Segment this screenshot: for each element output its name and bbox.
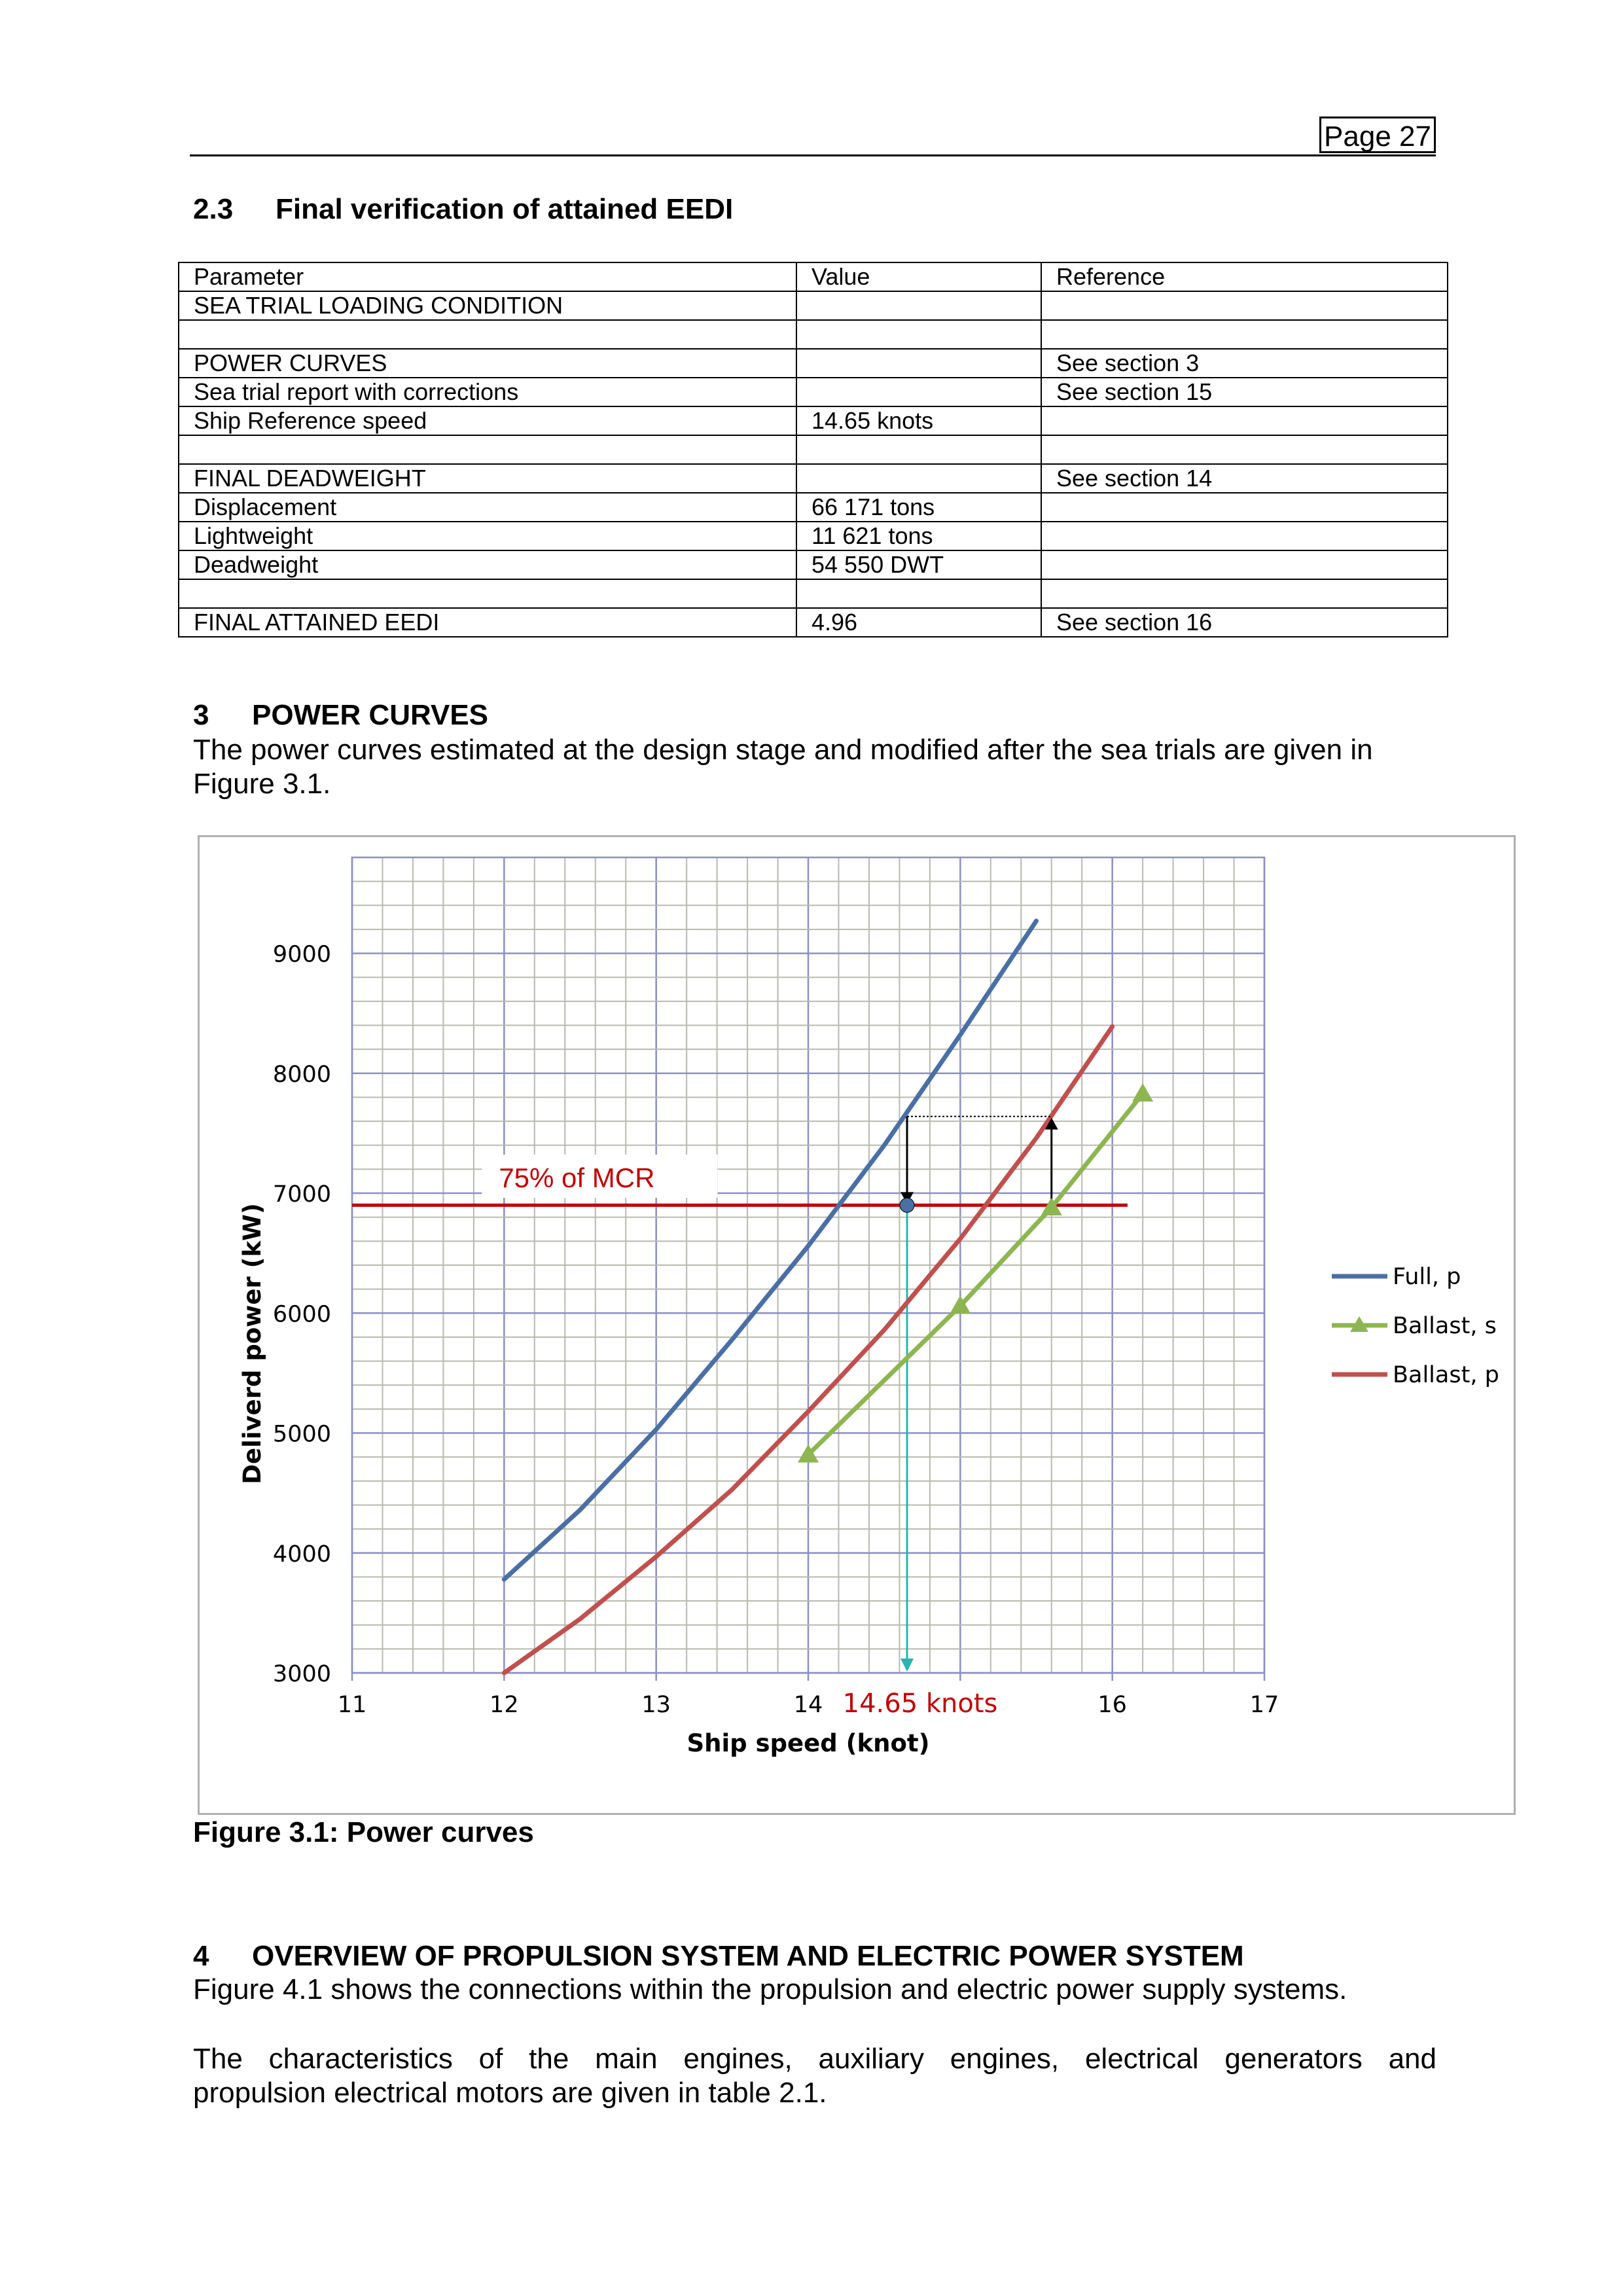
section-2-3-title: Final verification of attained EEDI [276, 193, 734, 225]
x-tick-label: 17 [1249, 1692, 1279, 1718]
legend-label: Full, p [1393, 1264, 1461, 1290]
x-tick-label: 14 [793, 1692, 823, 1718]
legend-label: Ballast, p [1393, 1362, 1499, 1388]
table-cell: Deadweight [179, 550, 796, 579]
table-cell: 66 171 tons [796, 493, 1041, 522]
table-cell: See section 3 [1041, 349, 1448, 378]
y-tick-label: 4000 [272, 1541, 331, 1568]
x-axis-title: Ship speed (knot) [687, 1729, 930, 1757]
y-tick-label: 8000 [272, 1061, 331, 1088]
table-cell: Sea trial report with corrections [179, 378, 796, 406]
series-point-ballast-s [1132, 1083, 1153, 1102]
table-header-cell: Parameter [179, 262, 796, 291]
table-header-cell: Reference [1041, 262, 1448, 291]
section-4-paragraph-1: Figure 4.1 shows the connections within the propulsion and electric power supply systems. [193, 1973, 1347, 2005]
section-4-number: 4 [193, 1940, 209, 1972]
section-4-heading [193, 1940, 1244, 1973]
table-cell: See section 16 [1041, 608, 1448, 637]
section-3-paragraph-line: Figure 3.1. [193, 768, 331, 800]
table-cell: 14.65 knots [796, 406, 1041, 435]
y-tick-label: 3000 [272, 1661, 331, 1687]
y-tick-label: 7000 [272, 1181, 331, 1208]
section-3-number: 3 [193, 699, 209, 731]
table-header-cell: Value [796, 262, 1041, 291]
chart-marks [352, 921, 1153, 1673]
table-cell: Ship Reference speed [179, 406, 796, 435]
table-cell: 54 550 DWT [796, 550, 1041, 579]
table-cell: See section 14 [1041, 464, 1448, 493]
section-3-title: POWER CURVES [252, 699, 489, 731]
table-cell: SEA TRIAL LOADING CONDITION [179, 291, 796, 320]
y-tick-label: 6000 [272, 1301, 331, 1328]
section-4-paragraph-2-line: The characteristics of the main engines, auxiliary engines, electrical generators and [193, 2043, 1436, 2075]
page-number: Page 27 [1324, 120, 1431, 152]
full-point-marker [900, 1198, 914, 1212]
table-cell: 4.96 [796, 608, 1041, 637]
y-tick-label: 5000 [272, 1421, 331, 1448]
table-cell: See section 15 [1041, 378, 1448, 406]
y-axis-title: Deliverd power (kW) [238, 1203, 266, 1484]
legend-label: Ballast, s [1393, 1313, 1497, 1339]
table-cell: POWER CURVES [179, 349, 796, 378]
reference-speed-label: 14.65 knots [842, 1689, 998, 1719]
chart-grid [352, 857, 1264, 1681]
table-cell: Lightweight [179, 522, 796, 550]
x-tick-label: 11 [337, 1692, 367, 1718]
table-cell: FINAL ATTAINED EEDI [179, 608, 796, 637]
mcr-label: 75% of MCR [499, 1162, 655, 1194]
y-tick-label: 9000 [272, 941, 331, 968]
table-cell: Displacement [179, 493, 796, 522]
section-2-3-number: 2.3 [193, 193, 234, 225]
section-3-paragraph-line: The power curves estimated at the design stage and modified after the sea trials are given in [193, 734, 1373, 766]
section-4-paragraph-2-line: propulsion electrical motors are given in table 2.1. [193, 2077, 827, 2109]
series-line-ballast-s [808, 1094, 1143, 1455]
table-cell: 11 621 tons [796, 522, 1041, 550]
x-tick-label: 13 [641, 1692, 671, 1718]
reference-speed-arrowhead [901, 1659, 914, 1672]
table-cell: FINAL DEADWEIGHT [179, 464, 796, 493]
section-4-title: OVERVIEW OF PROPULSION SYSTEM AND ELECTRIC POWER SYSTEM [252, 1940, 1244, 1972]
figure-caption: Figure 3.1: Power curves [193, 1816, 534, 1848]
x-tick-label: 12 [490, 1692, 519, 1718]
x-tick-label: 16 [1097, 1692, 1127, 1718]
